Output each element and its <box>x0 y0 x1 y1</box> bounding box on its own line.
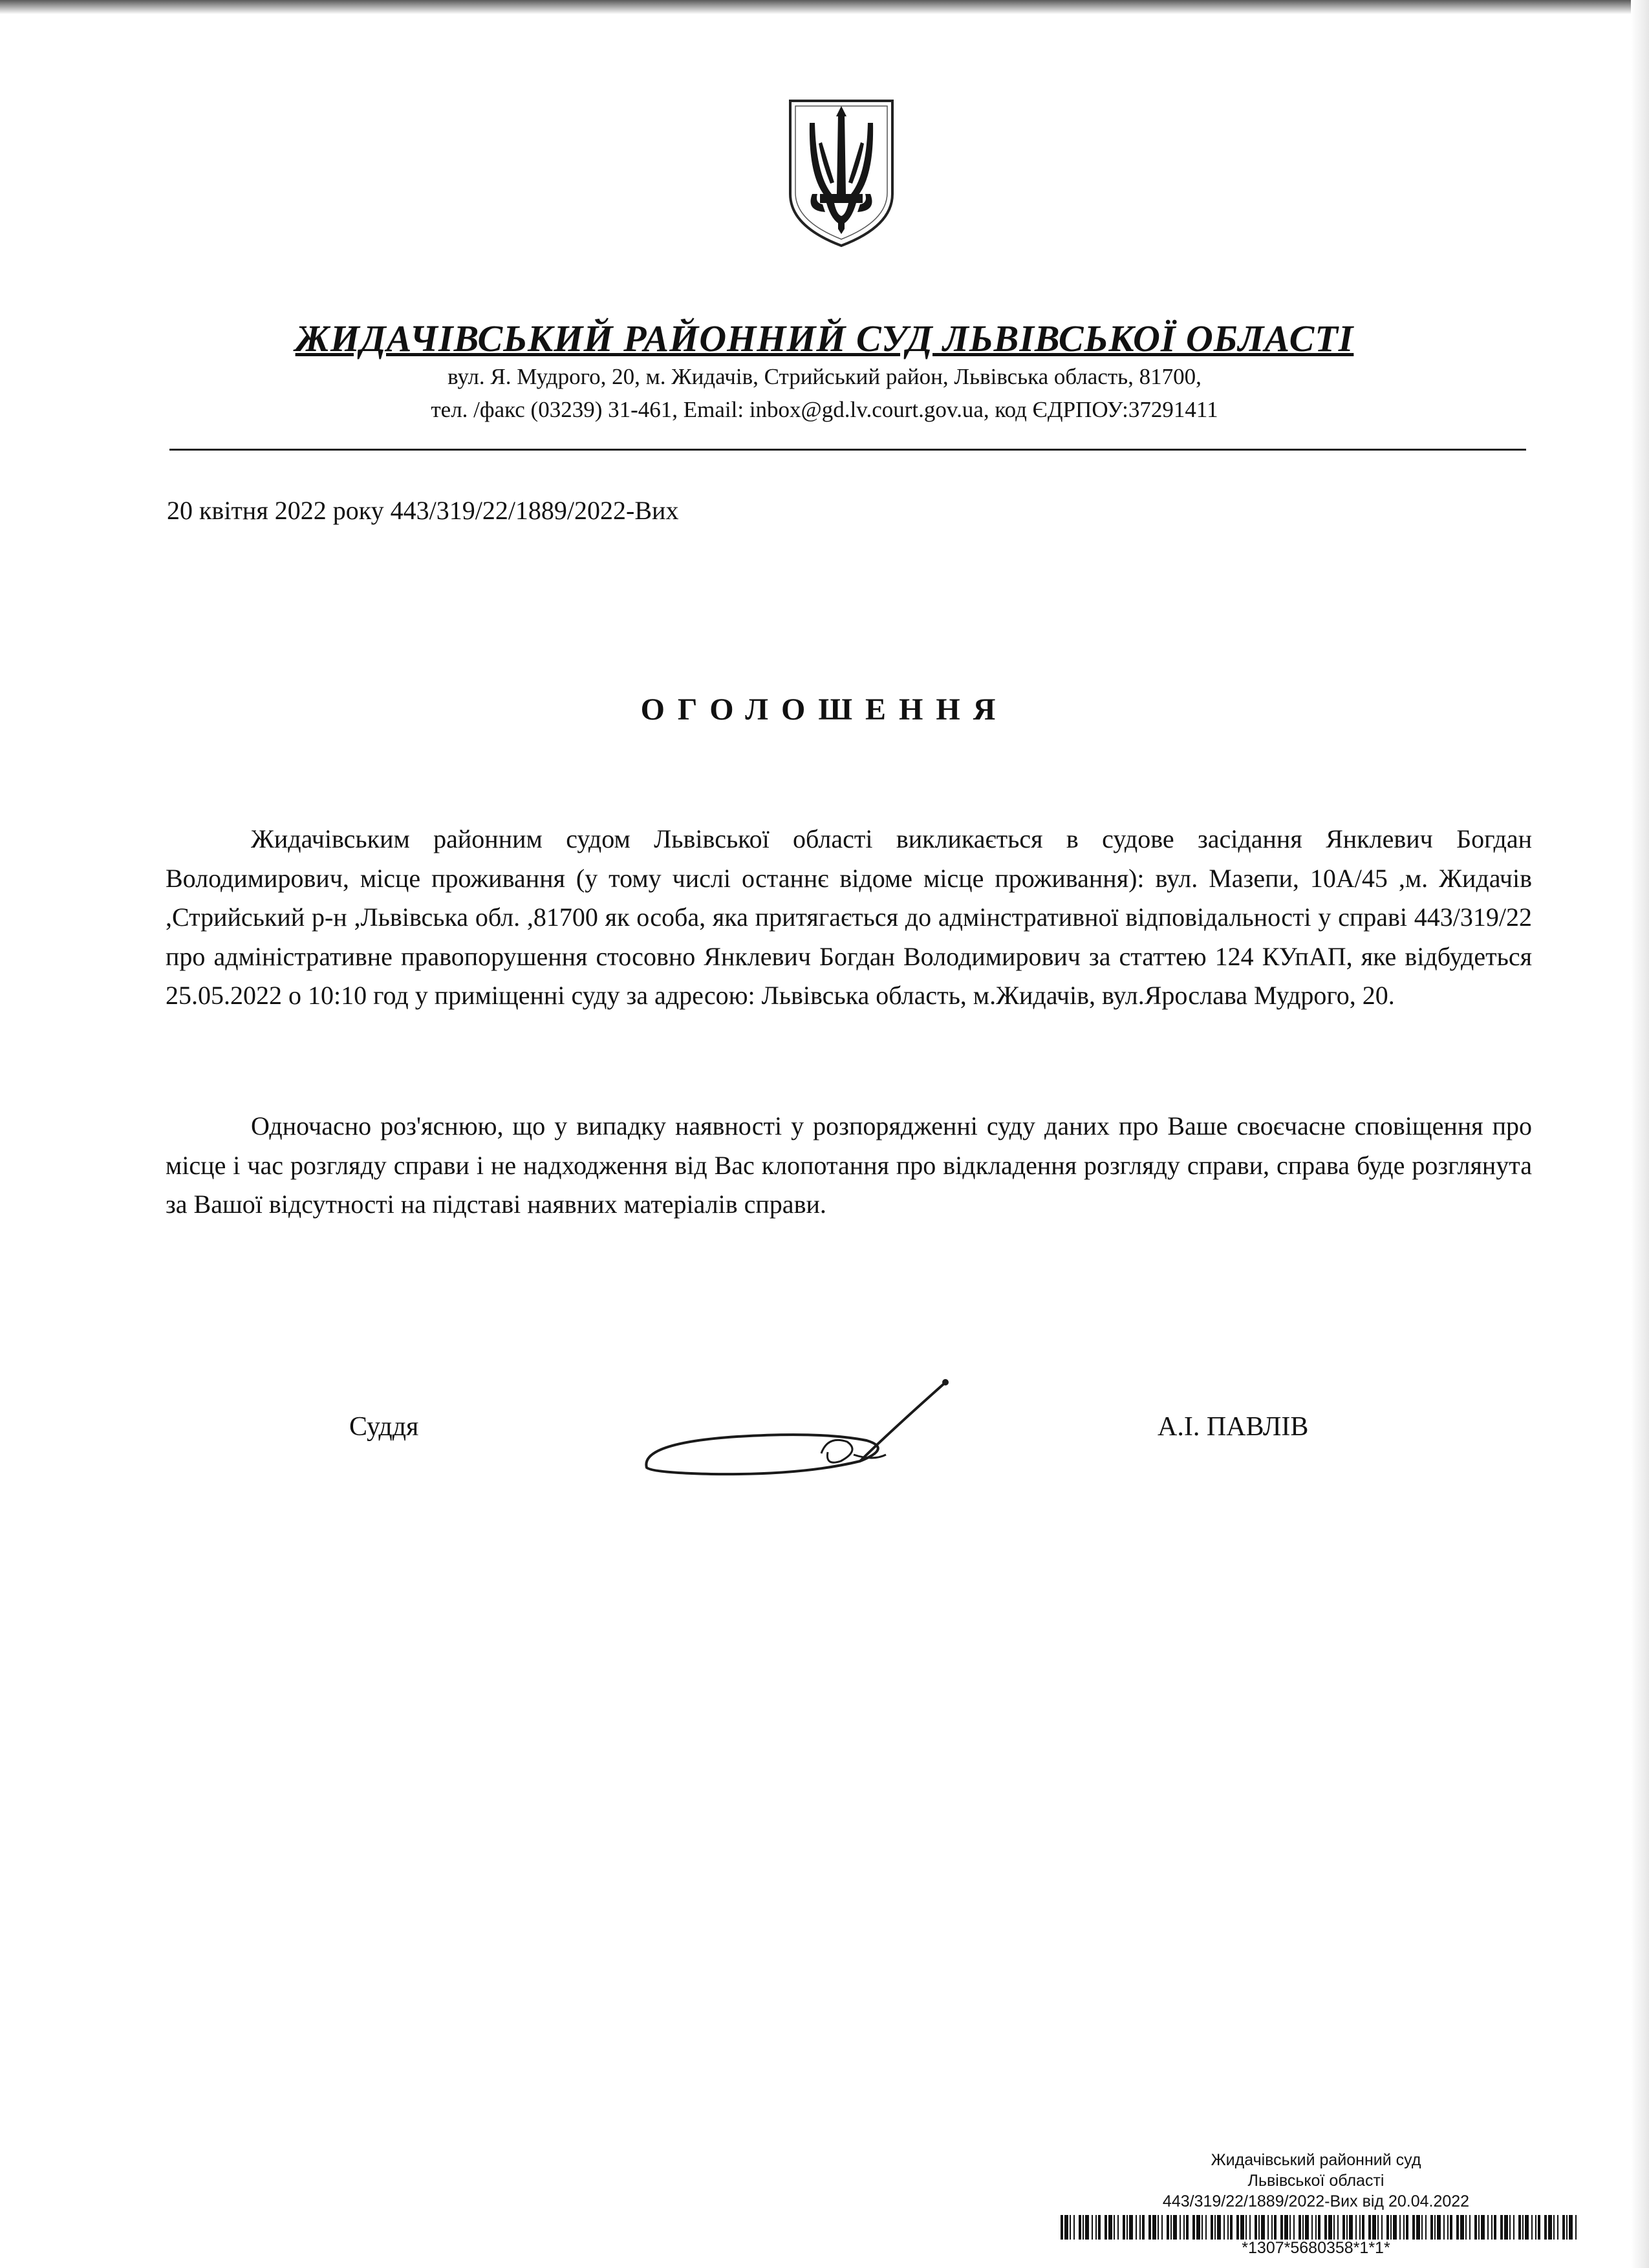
signatory-role: Суддя <box>349 1412 419 1442</box>
barcode-bar <box>1500 2215 1503 2240</box>
barcode-bar <box>1399 2215 1401 2240</box>
stamp-court-name: Жидачівський районний суд <box>1211 2151 1421 2169</box>
barcode-bar <box>1223 2215 1225 2240</box>
barcode-bar <box>1073 2215 1075 2240</box>
barcode-bar <box>1538 2215 1540 2240</box>
barcode-bar <box>1271 2215 1273 2240</box>
barcode-bar <box>1337 2215 1339 2240</box>
stamp-region: Львівської області <box>1247 2172 1385 2190</box>
barcode-bar <box>1126 2215 1128 2240</box>
barcode-bar <box>1525 2215 1529 2240</box>
barcode-bar <box>1393 2215 1397 2240</box>
barcode-bar <box>1064 2215 1068 2240</box>
barcode-bar <box>1180 2215 1181 2240</box>
barcode-bar <box>1437 2215 1441 2240</box>
barcode-bar <box>1236 2215 1239 2240</box>
barcode-bar <box>1105 2215 1107 2240</box>
barcode-bar <box>1535 2215 1536 2240</box>
barcode-bar <box>1258 2215 1260 2240</box>
barcode-bar <box>1518 2215 1521 2240</box>
barcode-bar <box>1390 2215 1392 2240</box>
barcode-bar <box>1342 2215 1345 2240</box>
barcode-bar <box>1214 2215 1216 2240</box>
barcode-bar <box>1491 2215 1493 2240</box>
signatory-name: А.І. ПАВЛІВ <box>1158 1412 1309 1442</box>
barcode-bar <box>1318 2215 1320 2240</box>
barcode-bar <box>1425 2215 1427 2240</box>
barcode-bar <box>1095 2215 1097 2240</box>
barcode-bar <box>1070 2215 1071 2240</box>
barcode-bar <box>1434 2215 1436 2240</box>
barcode-bar <box>1430 2215 1433 2240</box>
barcode-bar <box>1553 2215 1555 2240</box>
barcode-bar <box>1139 2215 1141 2240</box>
barcode-bar <box>1575 2215 1577 2240</box>
body-paragraph-2: Одночасно роз'яснюю, що у випадку наявності у розпорядженні суду даних про Ваше своєчасне сповіщення про місце і час розгляду справи і не надходження від Вас клопотання про відкладення розгляду справи, справа буде розглянута за Вашої відсутності на підставі наявних матеріалів справи. <box>166 1111 1532 1219</box>
barcode-bar <box>1261 2215 1265 2240</box>
trident-emblem-icon <box>786 97 896 250</box>
barcode-bar <box>1544 2215 1547 2240</box>
barcode-bar <box>1359 2215 1361 2240</box>
barcode-bar <box>1447 2215 1449 2240</box>
barcode-bar <box>1315 2215 1317 2240</box>
barcode-bar <box>1302 2215 1304 2240</box>
barcode-bar <box>1412 2215 1415 2240</box>
barcode-bar <box>1061 2215 1063 2240</box>
barcode-bar <box>1136 2215 1137 2240</box>
barcode-bar <box>1406 2215 1408 2240</box>
barcode-bar <box>1386 2215 1389 2240</box>
barcode-bar <box>1557 2215 1558 2240</box>
barcode-bar <box>1280 2215 1283 2240</box>
barcode-bar <box>1509 2215 1511 2240</box>
barcode-bar <box>1460 2215 1464 2240</box>
barcode-bar <box>1129 2215 1133 2240</box>
barcode-bar <box>1186 2215 1189 2240</box>
barcode-bar <box>1299 2215 1301 2240</box>
barcode-bar <box>1403 2215 1405 2240</box>
barcode-bar <box>1548 2215 1552 2240</box>
barcode-bar <box>1450 2215 1452 2240</box>
barcode-bar <box>1522 2215 1524 2240</box>
body-paragraph-1: Жидачівським районним судом Львівської області викликається в судове засідання Янклевич Богдан Володимирович, місце проживання (у тому числі останнє відоме місце проживання): вул. Мазепи, 10А/45 ,м. Жидачів ,Стрийський р-н ,Львівська обл. ,81700 як особа, яка притягається до адмінстративної відповідальності у справі 443/319/22 про адміністративне правопорушення стосовно Янклевич Богдан Володимирович за статтею 124 КУпАП, яке відбудеться 25.05.2022 о 10:10 год у приміщенні суду за адресою: Львівська область, м.Жидачів, вул.Ярослава Мудрого, 20. <box>166 824 1532 1010</box>
barcode-bar <box>1443 2215 1445 2240</box>
barcode-bar <box>1349 2215 1353 2240</box>
barcode-bar <box>1456 2215 1459 2240</box>
barcode-bar <box>1474 2215 1477 2240</box>
barcode-bar <box>1481 2215 1485 2240</box>
barcode-bar <box>1504 2215 1508 2240</box>
barcode-bar <box>1324 2215 1327 2240</box>
barcode-bar <box>1152 2215 1156 2240</box>
barcode-bar <box>1240 2215 1244 2240</box>
barcode-bar <box>1117 2215 1119 2240</box>
barcode-bar <box>1478 2215 1480 2240</box>
barcode-bar <box>1293 2215 1295 2240</box>
handwritten-signature-icon <box>634 1364 957 1487</box>
barcode-bar <box>1230 2215 1233 2240</box>
barcode-bar <box>1377 2215 1379 2240</box>
barcode-bar <box>1227 2215 1229 2240</box>
barcode-bar <box>1368 2215 1371 2240</box>
barcode-bar <box>1569 2215 1573 2240</box>
barcode-bar <box>1158 2215 1159 2240</box>
court-name: ЖИДАЧІВСЬКИЙ РАЙОННИЙ СУД ЛЬВІВСЬКОЇ ОБЛАСТІ <box>295 317 1354 359</box>
barcode-bar <box>1494 2215 1496 2240</box>
barcode-bar <box>1245 2215 1247 2240</box>
barcode-bar <box>1085 2215 1089 2240</box>
barcode-bar <box>1274 2215 1277 2240</box>
barcode-bar <box>1211 2215 1213 2240</box>
barcode-bar <box>1108 2215 1112 2240</box>
barcode-bar <box>1205 2215 1207 2240</box>
barcode-bar <box>1123 2215 1125 2240</box>
barcode-bar <box>1114 2215 1115 2240</box>
barcode-bar <box>1148 2215 1151 2240</box>
barcode-bar <box>1255 2215 1257 2240</box>
barcode-bar <box>1362 2215 1364 2240</box>
barcode-bar <box>1328 2215 1332 2240</box>
barcode-bar <box>1289 2215 1291 2240</box>
barcode-bar <box>1192 2215 1195 2240</box>
barcode-bar <box>1333 2215 1335 2240</box>
barcode-bar <box>1142 2215 1145 2240</box>
document-title: ОГОЛОШЕННЯ <box>640 692 1009 727</box>
barcode-bar <box>1372 2215 1376 2240</box>
barcode-bar <box>1416 2215 1420 2240</box>
barcode-bar <box>1173 2215 1177 2240</box>
scan-edge-top <box>0 0 1649 14</box>
court-contacts: тел. /факс (03239) 31-461, Email: inbox@gd.lv.court.gov.ua, код ЄДРПОУ:37291411 <box>431 397 1218 422</box>
barcode-bar <box>1196 2215 1200 2240</box>
barcode-bar <box>1267 2215 1269 2240</box>
barcode-bar <box>1161 2215 1163 2240</box>
barcode-icon <box>1061 2215 1578 2240</box>
registration-stamp <box>1048 2150 1584 2212</box>
barcode-bar <box>1183 2215 1185 2240</box>
barcode-bar <box>1421 2215 1423 2240</box>
barcode-bar <box>1079 2215 1081 2240</box>
barcode-bar <box>1381 2215 1383 2240</box>
court-address: вул. Я. Мудрого, 20, м. Жидачів, Стрийський район, Львівська область, 81700, <box>447 364 1202 389</box>
barcode-bar <box>1170 2215 1172 2240</box>
header-divider <box>169 449 1526 451</box>
barcode-bar <box>1284 2215 1288 2240</box>
barcode-bar <box>1217 2215 1221 2240</box>
barcode-bar <box>1355 2215 1357 2240</box>
document-date-number: 20 квітня 2022 року 443/319/22/1889/2022-Вих <box>167 496 679 525</box>
barcode-bar <box>1249 2215 1251 2240</box>
barcode-bar <box>1562 2215 1565 2240</box>
stamp-registration-number: 443/319/22/1889/2022-Вих від 20.04.2022 <box>1162 2192 1470 2210</box>
barcode-bar <box>1092 2215 1093 2240</box>
barcode-bar <box>1311 2215 1313 2240</box>
barcode-bar <box>1098 2215 1101 2240</box>
barcode-bar <box>1083 2215 1084 2240</box>
barcode-bar <box>1465 2215 1467 2240</box>
barcode-bar <box>1167 2215 1169 2240</box>
barcode-bar <box>1469 2215 1471 2240</box>
barcode-bar <box>1513 2215 1514 2240</box>
barcode-bar <box>1202 2215 1203 2240</box>
barcode-bar <box>1346 2215 1348 2240</box>
barcode-text: *1307*5680358*1*1* <box>1242 2239 1390 2257</box>
barcode-bar <box>1531 2215 1533 2240</box>
barcode-bar <box>1487 2215 1489 2240</box>
barcode-bar <box>1305 2215 1309 2240</box>
barcode-bar <box>1566 2215 1568 2240</box>
